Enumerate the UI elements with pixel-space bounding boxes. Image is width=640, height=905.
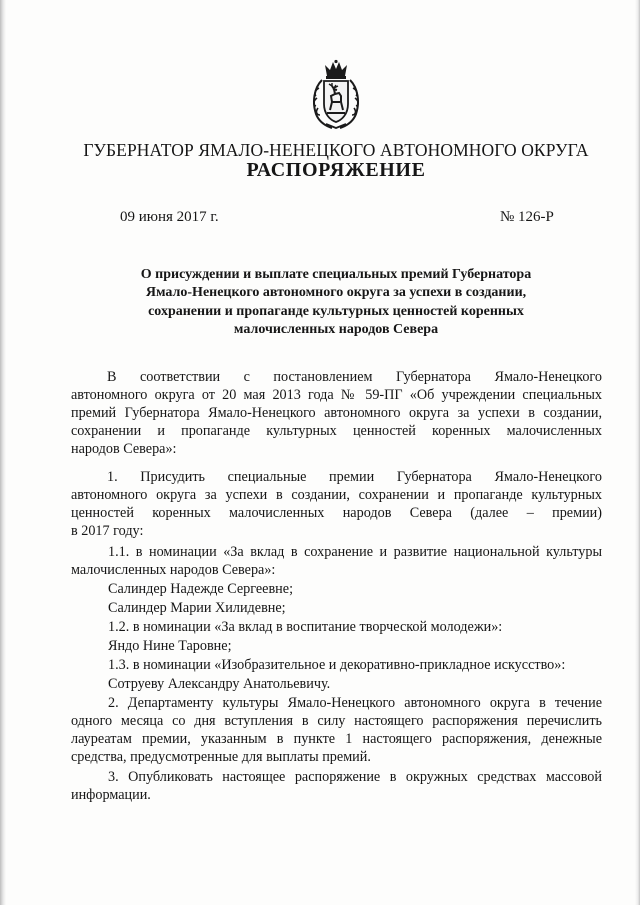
clause-1-line: автономного округа за успехи в создании, сохранении и пропаганде культурных (71, 487, 602, 503)
issuing-authority: ГУБЕРНАТОР ЯМАЛО-НЕНЕЦКОГО АВТОНОМНОГО ОКРУГА (83, 140, 589, 160)
clause-1-line: 1. Присудить специальные премии Губернатора Ямало-Ненецкого (107, 469, 602, 485)
clause-1-line: ценностей коренных малочисленных народов Севера (далее – премии) (71, 505, 602, 521)
clause-1-line: в 2017 году: (71, 523, 144, 539)
clause-2-line: 2. Департаменту культуры Ямало-Ненецкого автономного округа в течение (108, 695, 602, 711)
clause-1-1-line: малочисленных народов Севера»: (71, 562, 276, 578)
document-type: РАСПОРЯЖЕНИЕ (246, 159, 426, 181)
clause-1-1-line: 1.1. в номинации «За вклад в сохранение и развитие национальной культуры (108, 544, 602, 560)
clause-1-3-line: 1.3. в номинации «Изобразительное и декоративно-прикладное искусство»: (108, 657, 566, 673)
preamble-line: автономного округа от 20 мая 2013 года № 59-ПГ «Об учреждении специальных (71, 387, 602, 403)
title-line: Ямало-Ненецкого автономного округа за успехи в создании, (145, 285, 527, 301)
clause-3-line: информации. (71, 787, 151, 803)
scan-edge-left (0, 0, 6, 905)
laureate-name: Сотруеву Александру Анатольевичу. (108, 676, 331, 692)
title-line: О присуждении и выплате специальных премий Губернатора (140, 267, 532, 282)
scan-edge-right (635, 0, 640, 905)
laureate-name: Салиндер Надежде Сергеевне; (108, 581, 294, 597)
laureate-name: Салиндер Марии Хилидевне; (108, 600, 286, 616)
preamble-line: народов Севера»: (71, 441, 177, 457)
clause-1-2-line: 1.2. в номинации «За вклад в воспитание творческой молодежи»: (108, 619, 503, 635)
title-line: малочисленных народов Севера (233, 321, 439, 337)
coat-of-arms-emblem (310, 58, 362, 130)
clause-2-line: лауреатам премии, указанным в пункте 1 настоящего распоряжения, денежные (71, 731, 602, 747)
document-title (110, 266, 562, 339)
preamble-line: сохранении и пропаганде культурных ценностей коренных малочисленных (71, 423, 602, 439)
document-date: 09 июня 2017 г. (120, 209, 219, 225)
document-number: № 126-Р (500, 209, 554, 225)
preamble-line: В соответствии с постановлением Губернатора Ямало-Ненецкого (107, 369, 602, 385)
preamble-line: премий Губернатора Ямало-Ненецкого автономного округа за успехи в создании, (71, 405, 602, 421)
laureate-name: Яндо Нине Таровне; (108, 638, 232, 654)
clause-2-line: одного месяца со дня вступления в силу настоящего распоряжения перечислить (71, 713, 602, 729)
clause-3-line: 3. Опубликовать настоящее распоряжение в окружных средствах массовой (108, 769, 602, 785)
title-line: сохранении и пропаганде культурных ценностей коренных (148, 303, 524, 319)
clause-2-line: средства, предусмотренные для выплаты премий. (71, 749, 371, 765)
